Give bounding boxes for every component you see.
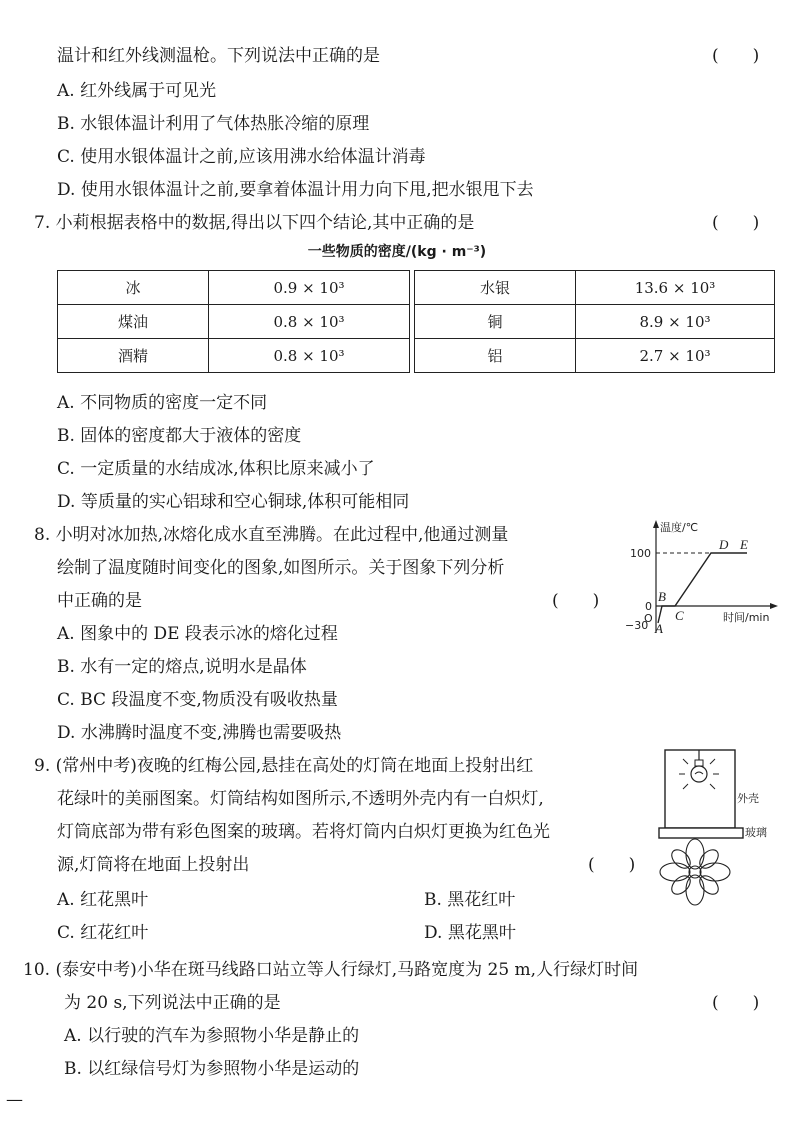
q7-option-c: C. 一定质量的水结成冰,体积比原来减小了 xyxy=(57,459,375,479)
q6-option-b: B. 水银体温计利用了气体热胀冷缩的原理 xyxy=(57,114,370,134)
table-cell: 0.9 × 10³ xyxy=(209,271,410,305)
table-cell: 铝 xyxy=(415,339,576,373)
graph-origin: O xyxy=(644,612,653,625)
q9-option-b: B. 黑花红叶 xyxy=(424,890,516,910)
q10-option-a: A. 以行驶的汽车为参照物小华是静止的 xyxy=(64,1026,360,1046)
graph-point-a: A xyxy=(655,621,663,636)
graph-point-d: D xyxy=(719,537,729,552)
table-cell: 0.8 × 10³ xyxy=(209,339,410,373)
graph-tick-minus30: −30 xyxy=(625,619,649,632)
q9-answer-paren[interactable]: ( ) xyxy=(588,855,636,875)
q6-stem-end: 温计和红外线测温枪。下列说法中正确的是 xyxy=(57,46,380,66)
table-row xyxy=(58,339,775,373)
q8-stem-line-1: 8. 小明对冰加热,冰熔化成水直至沸腾。在此过程中,他通过测量 xyxy=(34,525,509,545)
table-cell: 2.7 × 10³ xyxy=(576,339,775,373)
q10-stem-line-2: 为 20 s,下列说法中正确的是 xyxy=(64,993,281,1013)
q8-option-c: C. BC 段温度不变,物质没有吸收热量 xyxy=(57,690,338,710)
q8-stem-line-3: 中正确的是 xyxy=(57,591,142,611)
graph-x-axis-label: 时间/min xyxy=(723,611,770,624)
footer-mark: — xyxy=(6,1090,23,1110)
q8-answer-paren[interactable]: ( ) xyxy=(552,591,600,611)
q7-option-a: A. 不同物质的密度一定不同 xyxy=(57,393,268,413)
q9-stem-line-4: 源,灯筒将在地面上投射出 xyxy=(57,855,250,875)
q9-option-a: A. 红花黑叶 xyxy=(57,890,149,910)
q7-stem: 7. 小莉根据表格中的数据,得出以下四个结论,其中正确的是 xyxy=(34,213,475,233)
q8-option-d: D. 水沸腾时温度不变,沸腾也需要吸热 xyxy=(57,723,342,743)
lamp-tube-figure xyxy=(655,746,785,906)
table-cell: 冰 xyxy=(58,271,209,305)
q8-stem-line-2: 绘制了温度随时间变化的图象,如图所示。关于图象下列分析 xyxy=(57,558,505,578)
table-cell: 煤油 xyxy=(58,305,209,339)
q7-option-b: B. 固体的密度都大于液体的密度 xyxy=(57,426,302,446)
q8-option-a: A. 图象中的 DE 段表示冰的熔化过程 xyxy=(57,624,338,644)
graph-point-c: C xyxy=(675,608,684,623)
q9-stem-line-2: 花绿叶的美丽图案。灯筒结构如图所示,不透明外壳内有一白炽灯, xyxy=(57,789,544,809)
table-cell: 0.8 × 10³ xyxy=(209,305,410,339)
q7-answer-paren[interactable]: ( ) xyxy=(712,213,760,233)
table-row xyxy=(58,271,775,305)
flower-pattern-icon xyxy=(660,839,730,905)
table-cell: 铜 xyxy=(415,305,576,339)
temperature-time-graph xyxy=(615,515,787,640)
density-table xyxy=(57,270,775,373)
q10-option-b: B. 以红绿信号灯为参照物小华是运动的 xyxy=(64,1059,360,1079)
q9-option-d: D. 黑花黑叶 xyxy=(424,923,516,943)
graph-tick-0: 0 xyxy=(645,600,652,613)
q10-answer-paren[interactable]: ( ) xyxy=(712,993,760,1013)
graph-point-e: E xyxy=(740,537,748,552)
bulb-icon xyxy=(679,750,719,789)
q7-option-d: D. 等质量的实心铝球和空心铜球,体积可能相同 xyxy=(57,492,410,512)
graph-point-b: B xyxy=(658,589,666,604)
graph-tick-100: 100 xyxy=(630,547,651,560)
q9-stem-line-1: 9. (常州中考)夜晚的红梅公园,悬挂在高处的灯筒在地面上投射出红 xyxy=(34,756,534,776)
table-row xyxy=(58,305,775,339)
label-glass: 玻璃 xyxy=(745,826,767,839)
density-table-title: 一些物质的密度/(kg · m⁻³) xyxy=(307,244,487,260)
table-cell: 水银 xyxy=(415,271,576,305)
q6-option-d: D. 使用水银体温计之前,要拿着体温计用力向下甩,把水银甩下去 xyxy=(57,180,534,200)
table-cell: 13.6 × 10³ xyxy=(576,271,775,305)
graph-y-axis-label: 温度/℃ xyxy=(660,521,699,534)
q9-option-c: C. 红花红叶 xyxy=(57,923,149,943)
q6-option-a: A. 红外线属于可见光 xyxy=(57,81,217,101)
table-cell: 酒精 xyxy=(58,339,209,373)
q6-option-c: C. 使用水银体温计之前,应该用沸水给体温计消毒 xyxy=(57,147,426,167)
label-shell: 外壳 xyxy=(737,792,759,805)
q8-option-b: B. 水有一定的熔点,说明水是晶体 xyxy=(57,657,307,677)
q9-stem-line-3: 灯筒底部为带有彩色图案的玻璃。若将灯筒内白炽灯更换为红色光 xyxy=(57,822,550,842)
table-cell: 8.9 × 10³ xyxy=(576,305,775,339)
q6-answer-paren[interactable]: ( ) xyxy=(712,46,760,66)
q10-stem-line-1: 10. (泰安中考)小华在斑马线路口站立等人行绿灯,马路宽度为 25 m,人行绿灯时间 xyxy=(23,960,639,980)
